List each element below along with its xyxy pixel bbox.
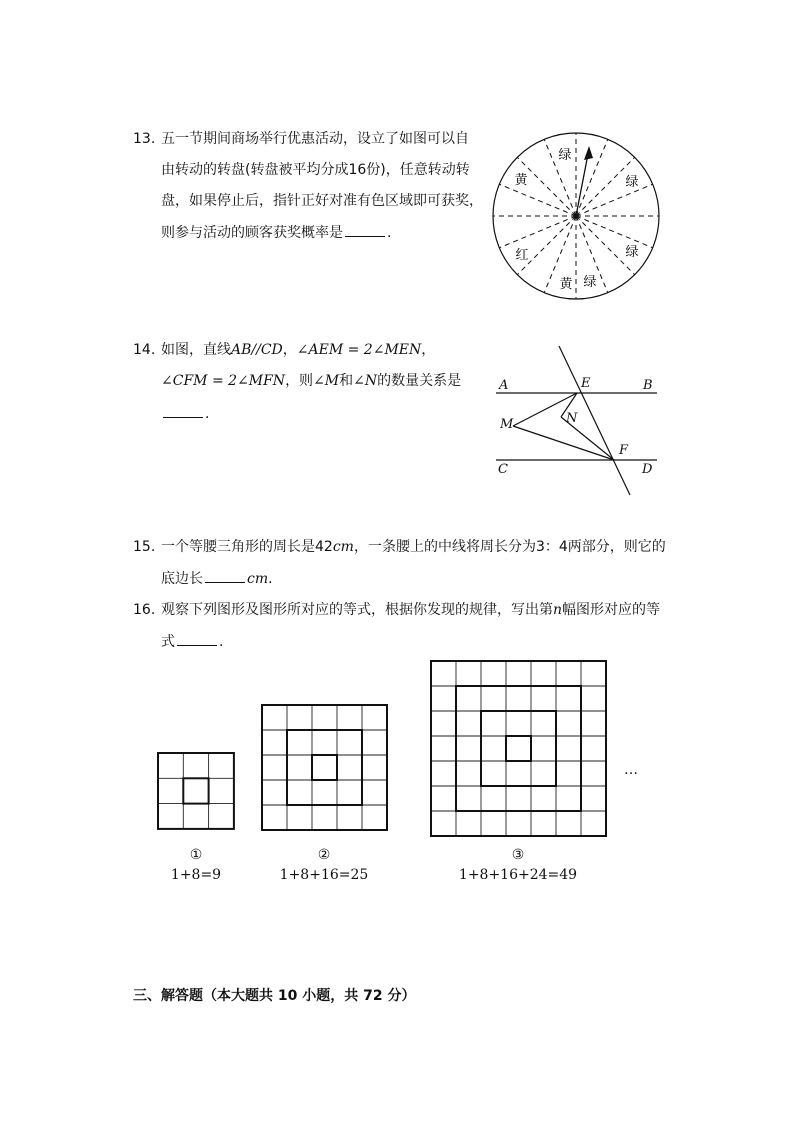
- bold-square-ring: [158, 753, 234, 829]
- q13-line3: 盘，如果停止后，指针正好对准有色区域即可获奖，: [161, 193, 483, 209]
- bold-square-ring: [262, 705, 387, 830]
- q14-math: AB//CD: [231, 342, 283, 358]
- wheel-label-green-top: 绿: [558, 148, 572, 163]
- q14-period: .: [205, 406, 210, 422]
- q13-text: 则参与活动的顾客获奖概率是: [161, 225, 343, 241]
- q16-text: 式: [161, 634, 175, 650]
- figure-1-equation: 1+8=9: [170, 867, 222, 883]
- q15-text: ，一条腰上的中线将周长分为3：4两部分，则它的: [353, 539, 666, 555]
- q14-math: ∠N: [353, 373, 378, 389]
- point-label-N: N: [566, 411, 578, 426]
- q15-unit: cm: [247, 571, 269, 587]
- point-label-C: C: [498, 462, 508, 477]
- point-label-M: M: [500, 417, 514, 432]
- wheel-label-yellow-bottom: 绿: [583, 275, 597, 290]
- q16-text: 幅图形对应的等: [562, 602, 661, 618]
- q14-text: 和: [339, 373, 354, 389]
- q16-period: .: [219, 634, 224, 650]
- wheel-label-red: 红: [515, 248, 529, 263]
- point-label-A: A: [499, 378, 509, 393]
- bold-square-ring: [287, 730, 362, 805]
- q14-math: ∠AEM = 2∠MEN: [296, 342, 422, 358]
- wheel-label-green-lower-right: 绿: [625, 245, 639, 260]
- q13-line2: 由转动的转盘(转盘被平均分成16份)，任意转动转: [161, 162, 470, 178]
- grid-figure-1: [158, 753, 234, 829]
- bold-square-ring: [183, 778, 208, 803]
- q15-number: 15.: [133, 539, 156, 555]
- q14-number: 14.: [133, 342, 156, 358]
- q15-unit: cm: [332, 539, 354, 555]
- grid-figure-3: [431, 661, 606, 836]
- q15-text: 底边长: [161, 571, 203, 587]
- q16-number: 16.: [133, 602, 156, 618]
- figure-1-label: ①: [189, 847, 203, 863]
- q13-number: 13.: [133, 131, 156, 147]
- point-label-D: D: [642, 462, 653, 477]
- q14-text: ，: [421, 342, 436, 358]
- q14-math: ∠CFM = 2∠MFN: [161, 373, 286, 389]
- figure-3-equation: 1+8+16+24=49: [458, 867, 578, 883]
- bold-square-ring: [506, 736, 531, 761]
- point-label-F: F: [619, 443, 629, 458]
- q15-period: .: [268, 571, 273, 587]
- q14-text: ，则: [285, 373, 314, 389]
- wheel-label-yellow-left: 黄: [514, 173, 528, 188]
- q13-line1: 五一节期间商场举行优惠活动，设立了如图可以自: [161, 131, 469, 147]
- bold-square-ring: [312, 755, 337, 780]
- q15-text: 一个等腰三角形的周长是42: [161, 539, 333, 555]
- bold-square-ring: [481, 711, 556, 786]
- grid-figure-2: [262, 705, 387, 830]
- q14-text: ，: [282, 342, 297, 358]
- q14-text: 如图，直线: [161, 342, 231, 358]
- wheel-label-green-bottom: 黄: [559, 277, 573, 292]
- q13-period: .: [387, 225, 392, 241]
- q14-math: ∠M: [313, 373, 340, 389]
- point-label-E: E: [581, 376, 591, 391]
- figure-3-label: ③: [511, 847, 525, 863]
- section-title: 三、解答题（本大题共 10 小题，共 72 分）: [133, 988, 416, 1004]
- point-label-B: B: [643, 378, 653, 393]
- q14-text: 的数量关系是: [377, 373, 462, 389]
- bold-square-ring: [456, 686, 581, 811]
- figure-2-label: ②: [317, 847, 331, 863]
- wheel-label-green-right: 绿: [625, 175, 639, 190]
- q16-text: 观察下列图形及图形所对应的等式，根据你发现的规律，写出第: [161, 602, 553, 618]
- bold-square-ring: [431, 661, 606, 836]
- figure-2-equation: 1+8+16=25: [279, 867, 369, 883]
- q16-math: n: [553, 602, 563, 618]
- ellipsis: …: [624, 762, 638, 778]
